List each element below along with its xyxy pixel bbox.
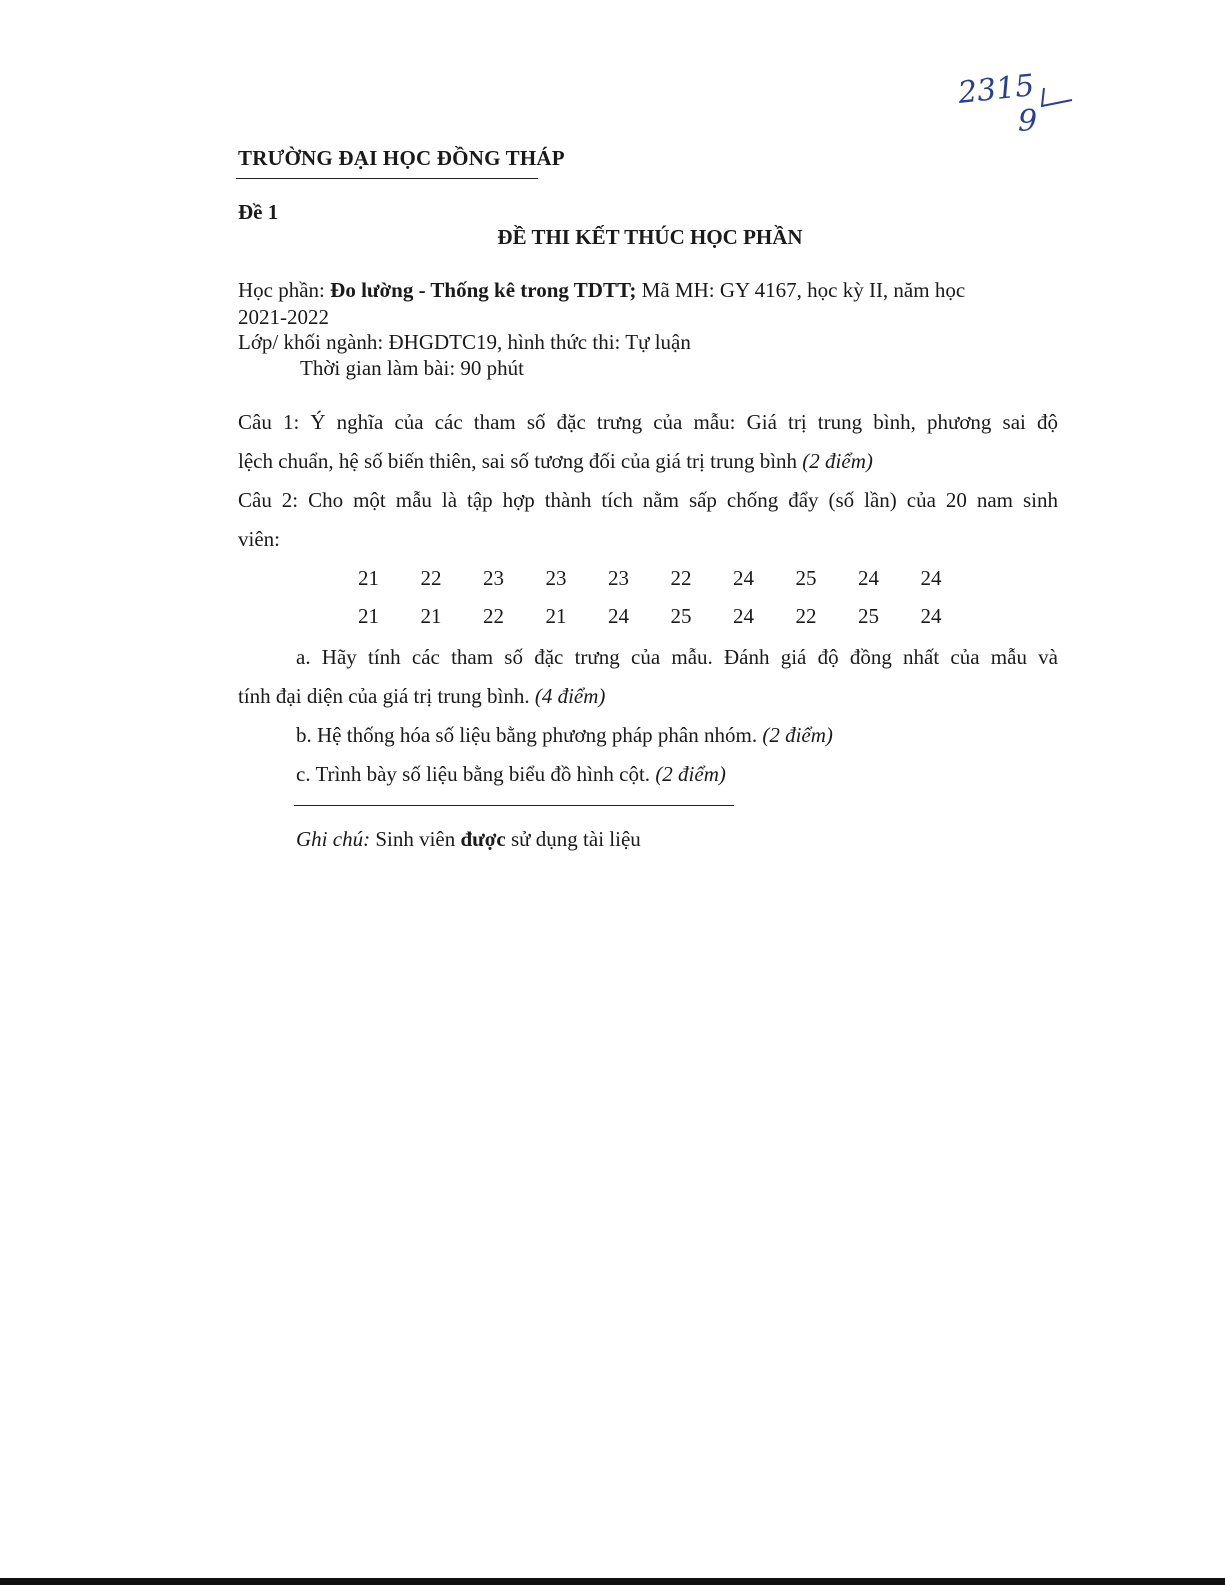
data-row-1 (358, 566, 983, 591)
course-prefix: Học phần: (238, 278, 331, 302)
handwritten-mark (1040, 86, 1074, 110)
question-1-line-2 (238, 449, 873, 474)
part-a-line-2 (238, 684, 605, 709)
part-a-points: (4 điểm) (534, 684, 606, 708)
note-before: Sinh viên (370, 827, 461, 851)
part-b-points: (2 điểm) (762, 723, 833, 747)
course-suffix: Mã MH: GY 4167, học kỳ II, năm học (636, 278, 966, 302)
data-cell: 21 (545, 604, 567, 628)
handwritten-sub: 9 (1018, 104, 1038, 139)
note-bold: được (460, 827, 506, 851)
time-line: Thời gian làm bài: 90 phút (300, 356, 524, 380)
question-2-line-1: Câu 2: Cho một mẫu là tập hợp thành tích nằm sấp chống đẩy (số lần) của 20 nam sinh (238, 488, 1058, 512)
part-a-text: tính đại diện của giá trị trung bình. (238, 684, 535, 708)
part-c-text: c. Trình bày số liệu bằng biểu đồ hình cột. (296, 762, 656, 786)
data-cell: 24 (733, 566, 754, 590)
question-1-points: (2 điểm) (802, 449, 873, 473)
part-c (296, 762, 726, 787)
note-line (296, 827, 641, 852)
data-cell: 24 (920, 604, 942, 628)
handwritten-number: 2315 (956, 68, 1036, 111)
data-cell: 23 (483, 566, 504, 590)
course-name: Đo lường - Thống kê trong TDTT; (330, 278, 637, 302)
part-a-line-1: a. Hãy tính các tham số đặc trưng của mẫu. Đánh giá độ đồng nhất của mẫu và (296, 645, 1058, 669)
data-cell: 25 (670, 604, 692, 628)
data-cell: 21 (358, 566, 379, 590)
exam-code: Đề 1 (238, 200, 279, 224)
note-after: sử dụng tài liệu (505, 827, 641, 851)
course-line (238, 278, 965, 303)
data-cell: 22 (795, 604, 817, 628)
data-cell: 21 (358, 604, 379, 628)
scan-edge (0, 1578, 1225, 1585)
part-b-text: b. Hệ thống hóa số liệu bằng phương pháp phân nhóm. (296, 723, 763, 747)
question-1-text: lệch chuẩn, hệ số biến thiên, sai số tương đối của giá trị trung bình (238, 449, 803, 473)
data-cell: 25 (795, 566, 817, 590)
school-year: 2021-2022 (238, 305, 329, 329)
question-2-line-2: viên: (238, 527, 280, 551)
data-cell: 24 (733, 604, 754, 628)
data-cell: 24 (608, 604, 629, 628)
end-divider (294, 805, 734, 806)
data-cell: 21 (420, 604, 442, 628)
note-label: Ghi chú: (296, 827, 371, 851)
data-cell: 23 (608, 566, 629, 590)
data-cell: 22 (670, 566, 692, 590)
question-1-line-1: Câu 1: Ý nghĩa của các tham số đặc trưng của mẫu: Giá trị trung bình, phương sai độ (238, 410, 1058, 434)
part-c-points: (2 điểm) (655, 762, 726, 786)
data-cell: 24 (920, 566, 942, 590)
data-cell: 22 (483, 604, 504, 628)
class-line: Lớp/ khối ngành: ĐHGDTC19, hình thức thi: Tự luận (238, 330, 691, 354)
data-cell: 23 (545, 566, 567, 590)
data-row-2 (358, 604, 983, 629)
data-cell: 22 (420, 566, 442, 590)
data-cell: 25 (858, 604, 879, 628)
school-underline (236, 178, 538, 179)
school-name: TRƯỜNG ĐẠI HỌC ĐỒNG THÁP (238, 146, 565, 170)
exam-title: ĐỀ THI KẾT THÚC HỌC PHẦN (497, 225, 803, 249)
data-cell: 24 (858, 566, 879, 590)
part-b (296, 723, 833, 748)
